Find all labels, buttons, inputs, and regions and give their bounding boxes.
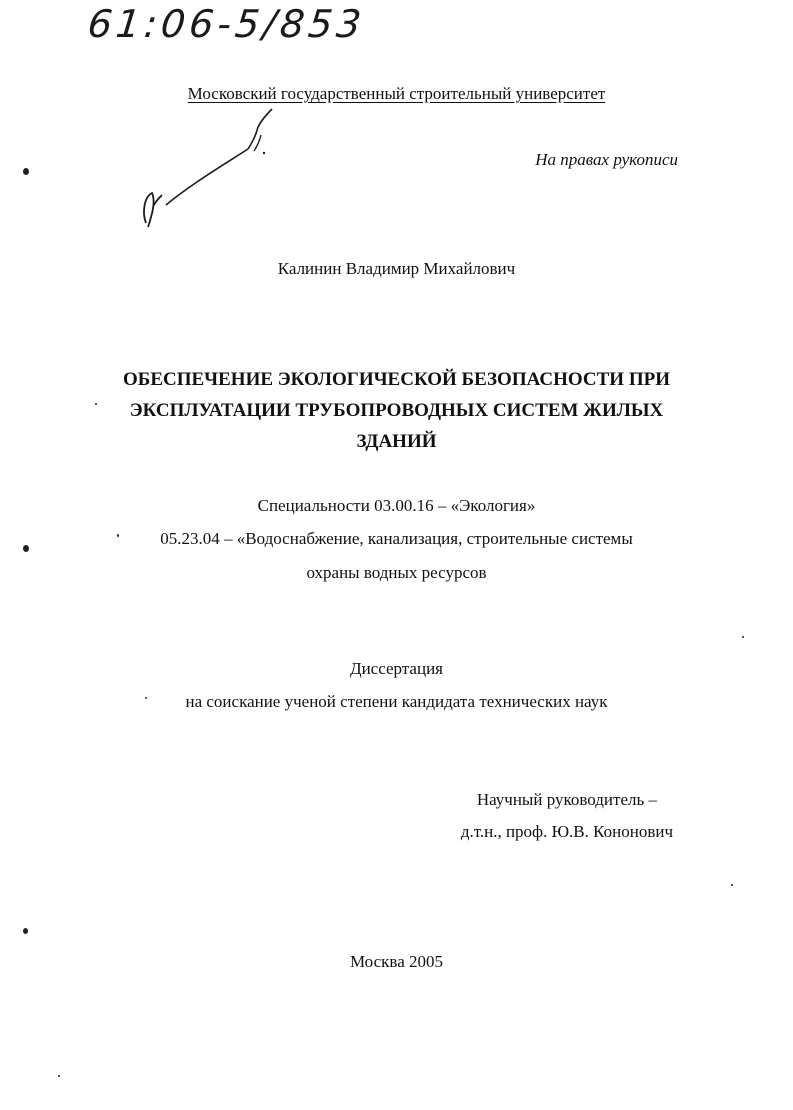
degree-purpose: на соискание ученой степени кандидата технических наук (185, 692, 608, 711)
specialty-line-1: Специальности 03.00.16 – «Экология» (257, 496, 536, 515)
university-name (0, 84, 793, 104)
scan-speck (23, 928, 28, 934)
scan-speck (95, 403, 97, 405)
author-name: Калинин Владимир Михайлович (277, 259, 516, 278)
supervisor-name: д.т.н., проф. Ю.В. Кононович (460, 822, 673, 841)
archive-stamp: 61:06-5/853 (85, 2, 368, 46)
university-name-text: Московский государственный строительный университет (187, 84, 606, 103)
scan-speck (117, 534, 119, 537)
supervisor-label: Научный руководитель – (476, 790, 657, 809)
document-type: Диссертация (349, 659, 443, 678)
handwritten-signature (130, 105, 290, 235)
scan-speck (58, 1075, 60, 1077)
specialty-line-3: охраны водных ресурсов (306, 563, 487, 582)
manuscript-rights-note: На правах рукописи (535, 150, 678, 169)
scan-speck (145, 697, 147, 699)
specialty-line-2: 05.23.04 – «Водоснабжение, канализация, строительные системы (160, 529, 633, 548)
scan-speck (742, 636, 744, 638)
scan-speck (731, 884, 733, 886)
city-year: Москва 2005 (349, 952, 444, 971)
scan-speck (23, 545, 29, 552)
scan-speck (23, 168, 29, 175)
dissertation-title: ОБЕСПЕЧЕНИЕ ЭКОЛОГИЧЕСКОЙ БЕЗОПАСНОСТИ ПРИ ЭКСПЛУАТАЦИИ ТРУБОПРОВОДНЫХ СИСТЕМ ЖИЛЫХ ЗДАНИЙ (123, 369, 670, 452)
